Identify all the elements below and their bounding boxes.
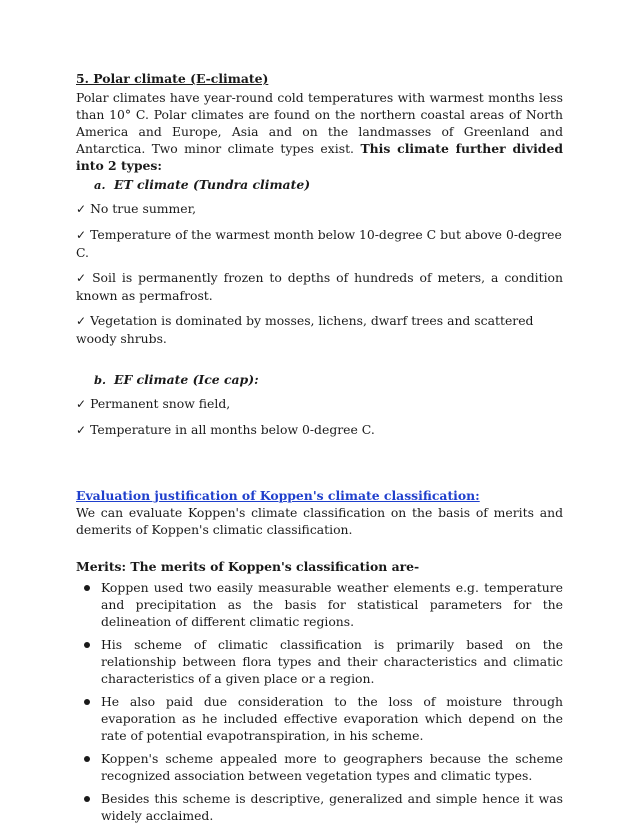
evaluation-text: We can evaluate Koppen's climate classification on the basis of merits and demerits of Koppen's climatic classification.	[76, 505, 563, 537]
bullet-icon	[84, 756, 90, 762]
section-intro	[76, 89, 563, 174]
list-item: He also paid due consideration to the loss of moisture through evaporation as he included effective evaporation which depend on the rate of potential evapotranspiration, in his scheme.	[76, 693, 563, 744]
merits-title: Merits: The merits of Koppen's classification are-	[76, 559, 420, 574]
ef-title: EF climate (Ice cap):	[114, 372, 259, 387]
ef-subheading	[94, 371, 563, 389]
evaluation-link[interactable]: Evaluation justification of Koppen's climate classification:	[76, 488, 480, 503]
list-item: Besides this scheme is descriptive, generalized and simple hence it was widely acclaimed.	[76, 790, 563, 824]
bullet-icon	[84, 699, 90, 705]
check-icon: ✓	[76, 228, 87, 242]
et-item: ✓ Soil is permanently frozen to depths of hundreds of meters, a condition known as permafrost.	[76, 270, 564, 303]
bullet-icon	[84, 796, 90, 802]
et-subheading	[94, 176, 563, 194]
ef-letter: b.	[94, 373, 107, 387]
intro-bold-text: This climate further divided into 2 types:	[76, 141, 563, 173]
check-icon: ✓	[76, 423, 87, 437]
check-icon: ✓	[76, 202, 87, 216]
list-item: His scheme of climatic classification is primarily based on the relationship between flora types and their characteristics and climatic characteristics of a given place or a region.	[76, 636, 563, 687]
intro-text: Polar climates have year-round cold temperatures with warmest months less than 10° C. Polar climates are found on the northern coastal areas of North America and Europe, Asia and on the landmasses of Greenland and Antarctica. Two minor climate types exist.	[76, 90, 563, 156]
bullet-icon	[84, 642, 90, 648]
bullet-icon	[84, 585, 90, 591]
section-heading: 5. Polar climate (E-climate)	[76, 71, 269, 86]
list-item: Koppen's scheme appealed more to geographers because the scheme recognized association between vegetation types and climatic types.	[76, 750, 563, 784]
et-item: ✓ No true summer,	[76, 201, 197, 216]
et-item: ✓ Vegetation is dominated by mosses, lichens, dwarf trees and scattered woody shrubs.	[76, 313, 534, 346]
et-letter: a.	[94, 178, 106, 192]
et-title: ET climate (Tundra climate)	[114, 177, 311, 192]
check-icon: ✓	[76, 271, 89, 285]
et-item: ✓ Temperature of the warmest month below 10-degree C but above 0-degree C.	[76, 227, 562, 260]
check-icon: ✓	[76, 397, 87, 411]
merits-list	[76, 579, 563, 824]
ef-item: ✓ Temperature in all months below 0-degree C.	[76, 422, 375, 437]
document-page	[76, 70, 563, 830]
check-icon: ✓	[76, 314, 87, 328]
ef-item: ✓ Permanent snow field,	[76, 396, 231, 411]
list-item: Koppen used two easily measurable weather elements e.g. temperature and precipitation as the basis for statistical parameters for the delineation of different climatic regions.	[76, 579, 563, 630]
